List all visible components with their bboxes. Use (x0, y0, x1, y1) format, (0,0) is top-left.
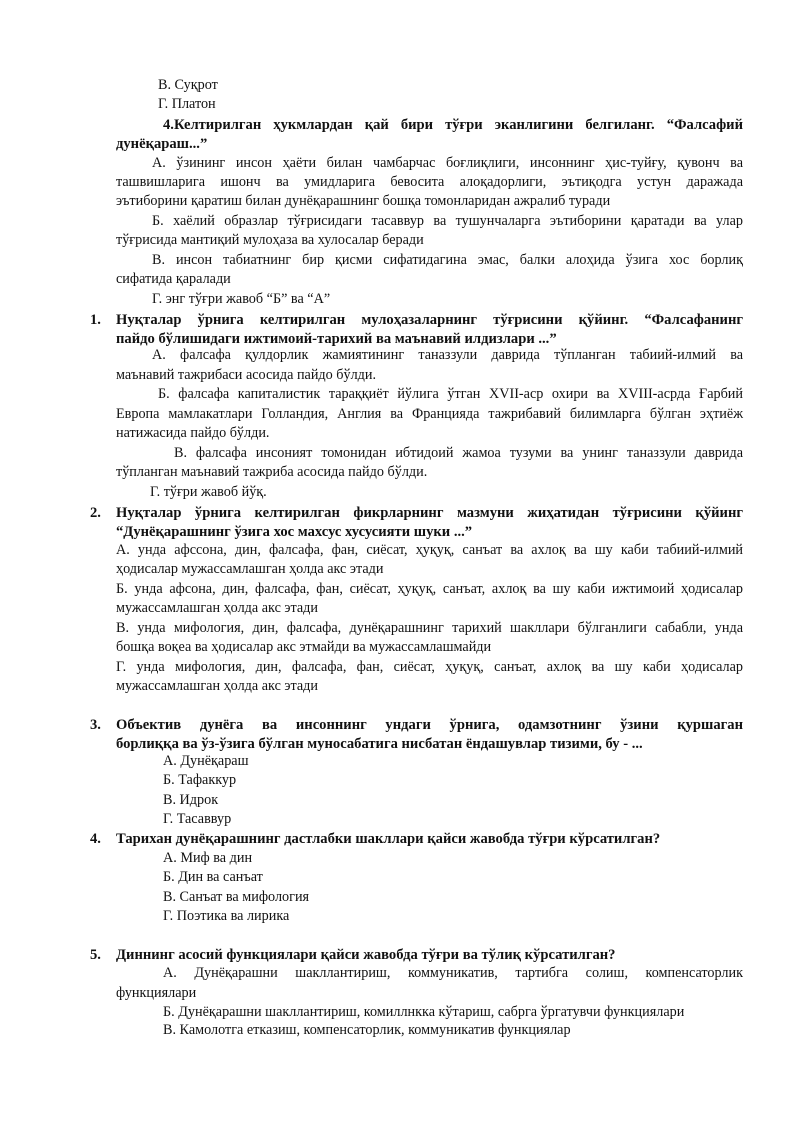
answer-option: Г. энг тўғри жавоб “Б” ва “А” (152, 291, 331, 307)
option-g: Г. Платон (158, 96, 216, 112)
answer-option: ҳодисалар мужассамлашган ҳолда акс этади (116, 561, 384, 577)
answer-option: натижасида пайдо бўлди. (116, 425, 270, 441)
question-number: 5. (90, 947, 101, 963)
answer-option: А. фалсафа қулдорлик жамиятининг таназзули даврида тўпланган табиий-илмий ва (152, 347, 743, 363)
question-title: Нуқталар ўрнига келтирилган мулоҳазаларнинг тўғрисини қўйинг. “Фалсафанинг (116, 312, 743, 328)
answer-option: Европа мамлакатлари Голландия, Англия ва Францияда тажрибавий билимларга бўлган эҳтиёж (116, 406, 743, 422)
answer-option: маънавий тажрибаси асосида пайдо бўлди. (116, 367, 377, 383)
question-title: Объектив дунёга ва инсоннинг ундаги ўрнига, одамзотнинг ўзини қуршаган (116, 717, 743, 733)
question-number: 4. (90, 831, 101, 847)
answer-option: функциялари (116, 985, 197, 1001)
answer-option: Г. Тасаввур (163, 811, 232, 827)
answer-option: В. Идрок (163, 792, 219, 808)
answer-option: мужассамлашган ҳолда акс этади (116, 678, 318, 694)
answer-option: Г. унда мифология, дин, фалсафа, фан, сиёсат, ҳуқуқ, санъат, ахлоқ ва шу каби ҳодисалар (116, 659, 743, 675)
answer-option: В. унда мифология, дин, фалсафа, дунёқарашнинг тарихий шакллари бўлганлиги сабабли, унда (116, 620, 743, 636)
answer-option: А. Дунёқараш (163, 753, 249, 769)
question-title: “Дунёқарашнинг ўзига хос махсус хусусияти шуки ...” (116, 524, 473, 540)
answer-option: эътиборини қаратиш билан дунёқарашнинг бошқа томонларидан ажралиб туради (116, 193, 611, 209)
question-title: Диннинг асосий функциялари қайси жавобда тўғри ва тўлиқ кўрсатилган? (116, 947, 616, 963)
question-title: пайдо бўлишидаги ижтимоий-тарихий ва маънавий илдизлари ...” (116, 331, 557, 347)
answer-option: Г. тўғри жавоб йўқ. (150, 484, 267, 500)
question-title: 4.Келтирилган ҳукмлардан қай бири тўғри эканлигини белгиланг. “Фалсафий (163, 117, 743, 133)
answer-option: тўпланган маънавий тажриба асосида пайдо бўлди. (116, 464, 428, 480)
answer-option: Б. Дин ва санъат (163, 869, 263, 885)
answer-option: В. инсон табиатнинг бир қисми сифатидагина эмас, балки алоҳида ўзига хос борлиқ (152, 252, 743, 268)
answer-option: Б. Дунёқарашни шакллантириш, комиллнкка кўтариш, сабрга ўргатувчи функциялари (163, 1004, 685, 1020)
answer-option: мужассамлашган ҳолда акс этади (116, 600, 318, 616)
answer-option: бошқа воқеа ва ҳодисалар акс этмайди ва мужассамлашмайди (116, 639, 492, 655)
question-title: Тарихан дунёқарашнинг дастлабки шакллари қайси жавобда тўғри кўрсатилган? (116, 831, 661, 847)
answer-option: А. Миф ва дин (163, 850, 253, 866)
question-title: борлиққа ва ўз-ўзига бўлган муносабатига нисбатан ёндашувлар тизими, бу - ... (116, 736, 643, 752)
answer-option: тўғрисида мантиқий мулоҳаза ва хулосалар беради (116, 232, 424, 248)
answer-option: А. ўзининг инсон ҳаёти билан чамбарчас боғлиқлиги, инсоннинг ҳис-туйғу, қувонч ва (152, 155, 743, 171)
question-number: 2. (90, 505, 101, 521)
answer-option: Б. унда афсона, дин, фалсафа, фан, сиёсат, ҳуқуқ, санъат, ахлоқ ва шу каби ижтимоий ҳодисалар (116, 581, 743, 597)
question-title: Нуқталар ўрнига келтирилган фикрларнинг мазмуни жиҳатидан тўғрисини қўйинг (116, 505, 743, 521)
answer-option: ташвишларига ишонч ва умидларига бевосита алоқадорлиги, эътиқодга устун даражада (116, 174, 743, 190)
answer-option: Б. хаёлий образлар тўғрисидаги тасаввур ва тушунчаларга эътиборини қаратади ва улар (152, 213, 743, 229)
answer-option: Б. фалсафа капиталистик тараққиёт йўлига ўтган XVII-аср охири ва XVIII-асрда Ғарбий (158, 386, 743, 402)
answer-option: В. Камолотга етказиш, компенсаторлик, коммуникатив функциялар (163, 1022, 571, 1038)
answer-option: сифатида қаралади (116, 271, 231, 287)
answer-option: В. фалсафа инсоният томонидан ибтидоий жамоа тузуми ва унинг таназзули даврида (174, 445, 743, 461)
answer-option: А. Дунёқарашни шакллантириш, коммуникатив, тартибга солиш, компенсаторлик (163, 965, 743, 981)
answer-option: Б. Тафаккур (163, 772, 237, 788)
answer-option: Г. Поэтика ва лирика (163, 908, 290, 924)
answer-option: А. унда афсcона, дин, фалсафа, фан, сиёсат, ҳуқуқ, санъат ва ахлоқ ва шу каби табиий-илмий (116, 542, 743, 558)
question-number: 3. (90, 717, 101, 733)
question-number: 1. (90, 312, 101, 328)
option-v: В. Суқрот (158, 77, 218, 93)
question-title: дунёқараш...” (116, 136, 208, 152)
answer-option: В. Санъат ва мифология (163, 889, 310, 905)
